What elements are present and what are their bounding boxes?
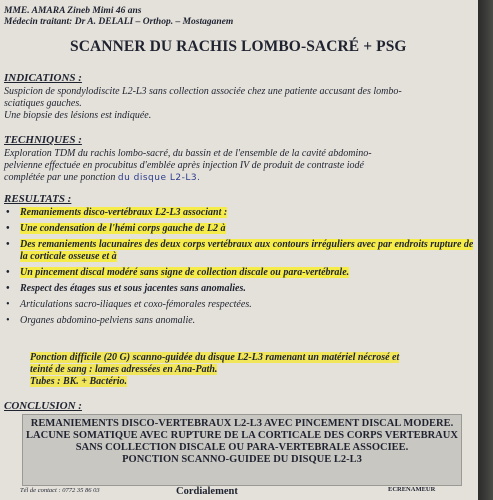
patient-line: MME. AMARA Zineb Mimi 46 ans	[4, 6, 142, 16]
conclusion-line: LACUNE SOMATIQUE AVEC RUPTURE DE LA CORTICALE DES CORPS VERTEBRAUX	[26, 430, 458, 441]
bullet: •	[6, 283, 10, 294]
puncture-paragraph	[30, 352, 474, 388]
signature-text: ECRENAMEUR	[388, 486, 436, 493]
results-heading: RESULTATS :	[4, 193, 72, 205]
highlighted-text: Un pincement discal modéré sans signe de collection discale ou para-vertébrale.	[20, 267, 350, 278]
list-item	[4, 315, 474, 327]
page-title: SCANNER DU RACHIS LOMBO-SACRÉ + PSG	[70, 38, 407, 55]
contact-phone: Tél de contact : 0772 35 86 03	[20, 487, 100, 494]
bullet: •	[6, 315, 10, 326]
indications-text	[4, 86, 474, 122]
highlighted-text: Ponction difficile (20 G) scanno-guidée du disque L2-L3 ramenant un matériel nécrosé et	[30, 352, 400, 363]
techniques-line: pelvienne effectuée en procubitus d'emblée après injection IV de produit de contraste iodé	[4, 160, 364, 171]
result-text: Respect des étages sus et sous jacentes sans anomalies.	[20, 283, 246, 294]
handwritten-annotation: du disque L2-L3.	[117, 173, 201, 183]
indications-heading: INDICATIONS :	[4, 72, 82, 84]
list-item	[4, 267, 474, 279]
techniques-text	[4, 148, 474, 184]
techniques-line	[4, 172, 474, 184]
closing-text: Cordialement	[176, 486, 238, 497]
list-item	[4, 239, 474, 263]
highlighted-text: teinté de sang : lames adressées en Ana-Path.	[30, 364, 218, 375]
puncture-line	[30, 364, 474, 376]
conclusion-line: PONCTION SCANNO-GUIDEE DU DISQUE L2-L3	[122, 454, 362, 465]
list-item	[4, 299, 474, 311]
conclusion-line: REMANIEMENTS DISCO-VERTEBRAUX L2-L3 AVEC PINCEMENT DISCAL MODERE.	[30, 418, 454, 429]
techniques-line: Exploration TDM du rachis lombo-sacré, du bassin et de l'ensemble de la cavité abdomino-	[4, 148, 372, 159]
list-item	[4, 207, 474, 219]
puncture-line	[30, 352, 474, 364]
doctor-line: Médecin traitant: Dr A. DELALI – Orthop. – Mostaganem	[4, 17, 234, 27]
conclusion-heading: CONCLUSION :	[4, 400, 82, 412]
bullet: •	[6, 223, 10, 234]
conclusion-line: SANS COLLECTION DISCALE OU PARA-VERTEBRALE ASSOCIEE.	[75, 442, 409, 453]
list-item	[4, 223, 474, 235]
highlighted-text: Tubes : BK. + Bactério.	[30, 376, 127, 387]
bullet: •	[6, 299, 10, 310]
conclusion-box	[22, 414, 462, 486]
report-header	[4, 6, 233, 28]
results-list	[4, 207, 474, 331]
page-edge-shadow	[478, 0, 493, 500]
bullet: •	[6, 267, 10, 278]
bullet: •	[6, 239, 10, 250]
highlighted-text: Une condensation de l'hémi corps gauche de L2 à	[20, 223, 226, 234]
indications-line: Suspicion de spondylodiscite L2-L3 sans collection associée chez une patiente accusant des lombo-	[4, 86, 402, 97]
techniques-line-text: complétée par une ponction	[4, 172, 116, 183]
list-item	[4, 283, 474, 295]
highlighted-text: Remaniements disco-vertébraux L2-L3 associant :	[20, 207, 228, 218]
bullet: •	[6, 207, 10, 218]
techniques-heading: TECHNIQUES :	[4, 134, 82, 146]
result-text: Articulations sacro-iliaques et coxo-fémorales respectées.	[20, 299, 252, 310]
indications-line: Une biopsie des lésions est indiquée.	[4, 110, 152, 121]
indications-line: sciatiques gauches.	[4, 98, 82, 109]
highlighted-text: Des remaniements lacunaires des deux corps vertébraux aux contours irréguliers avec par endroits rupture de la corticale osseuse et à	[20, 239, 474, 262]
result-text: Organes abdomino-pelviens sans anomalie.	[20, 315, 196, 326]
puncture-line	[30, 376, 474, 388]
